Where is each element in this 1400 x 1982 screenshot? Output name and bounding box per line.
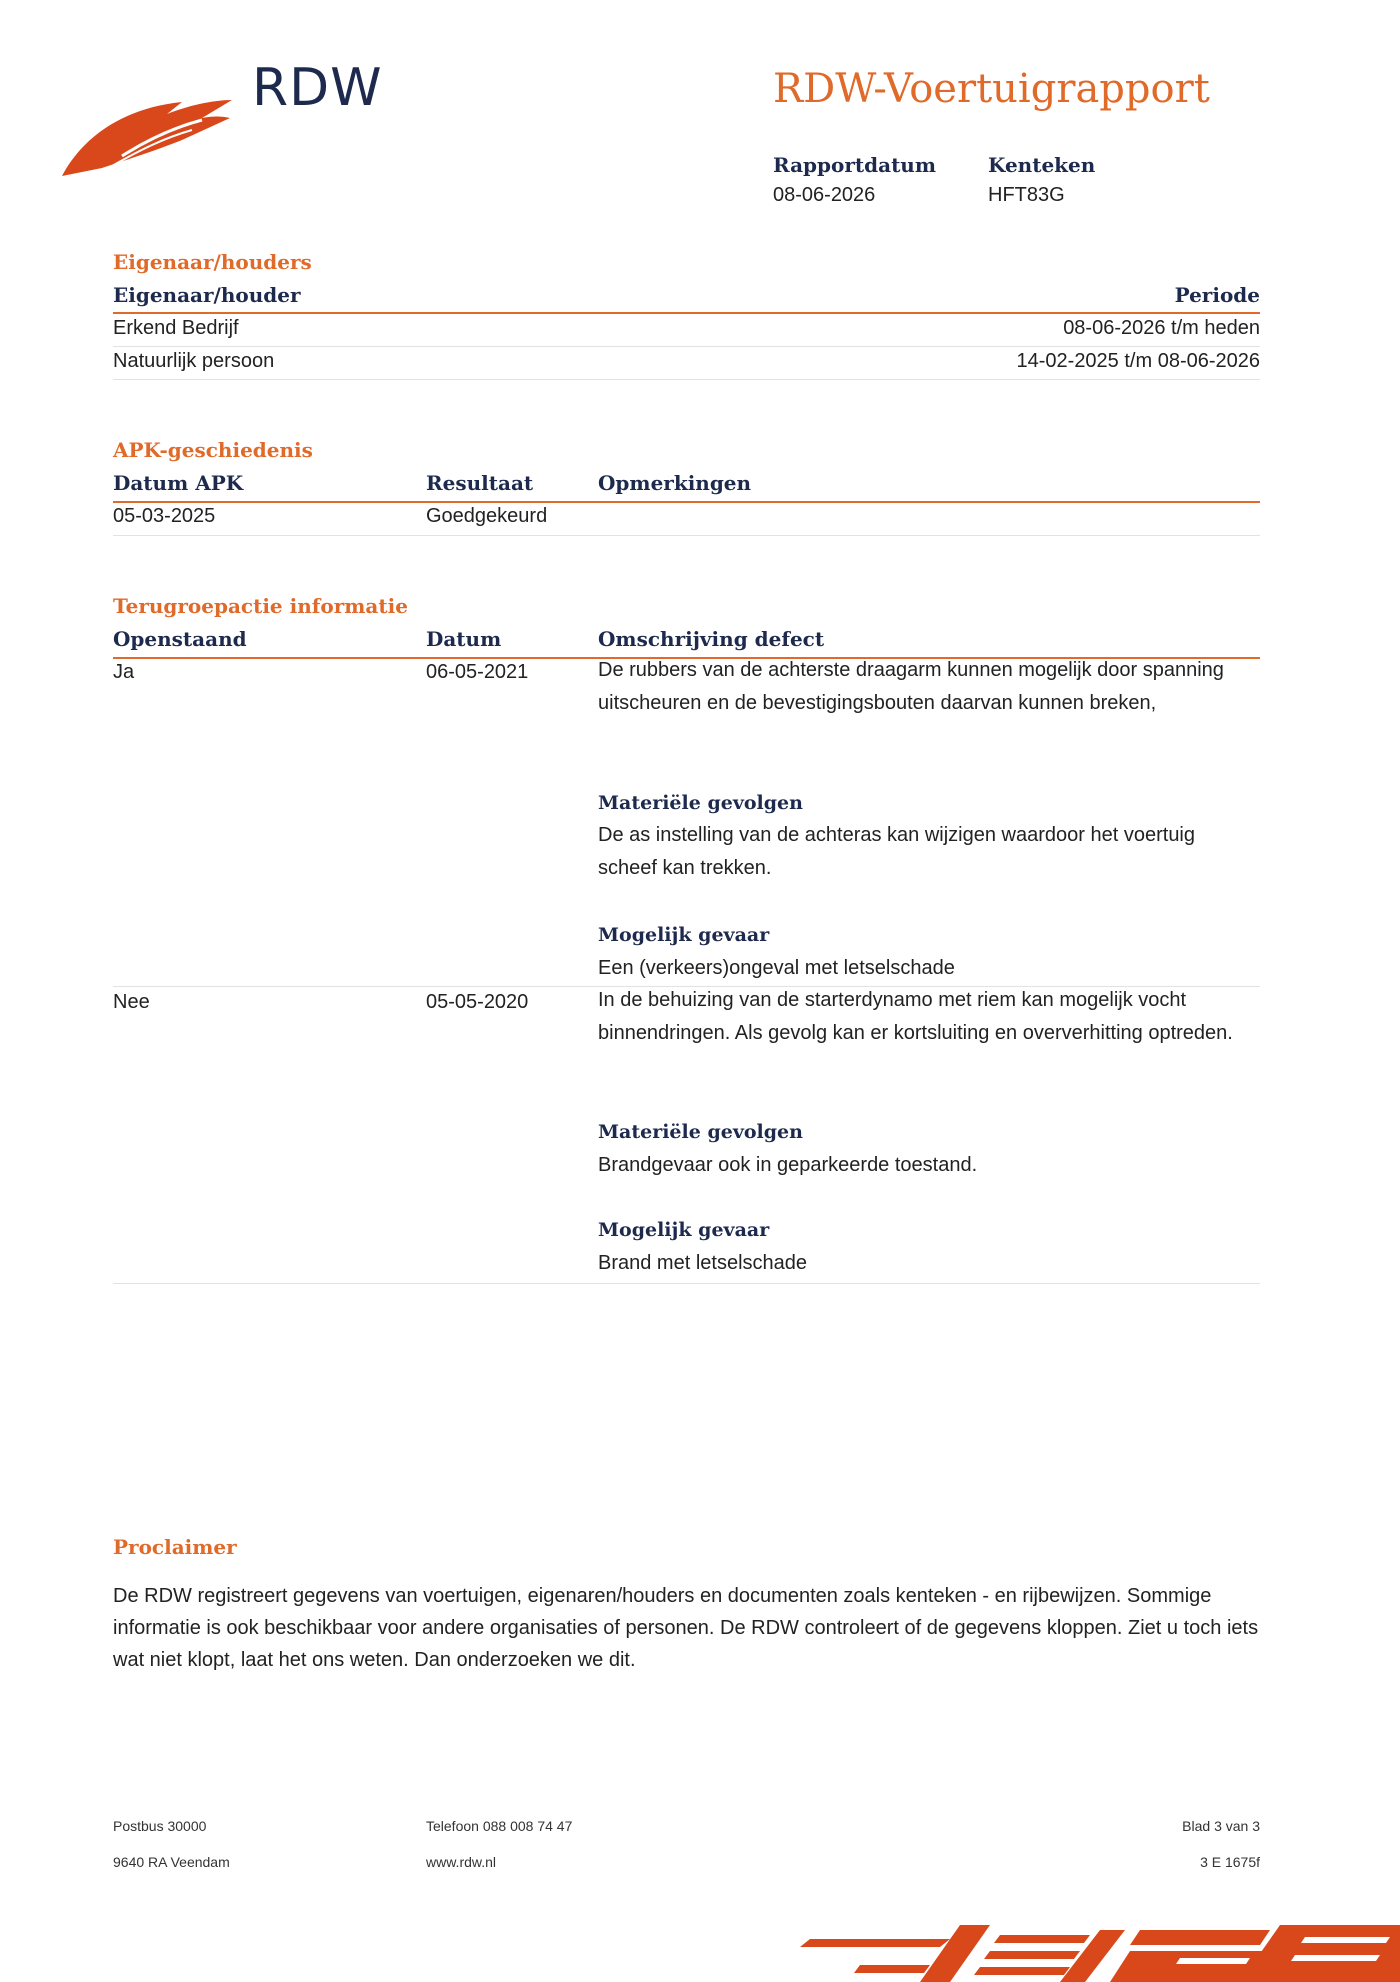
col-omschrijving-defect: Omschrijving defect — [598, 627, 825, 651]
logo-text: RDW — [252, 58, 383, 118]
terugroep-row-2-gevaar-label: Mogelijk gevaar — [598, 1219, 770, 1241]
terugroep-row-1-omschrijving: De rubbers van de achterste draagarm kunnen mogelijk door spanning uitscheuren en de bevestigingsbouten daarvan kunnen breken, — [598, 659, 1224, 714]
row-divider — [113, 1283, 1260, 1284]
col-eigenaar-houder: Eigenaar/houder — [113, 283, 301, 307]
apk-row-1-resultaat: Goedgekeurd — [426, 505, 548, 527]
eigenaar-header-rule — [113, 312, 1260, 314]
footer-website[interactable]: www.rdw.nl — [426, 1854, 497, 1870]
proclaimer-text: De RDW registreert gegevens van voertuigen, eigenaren/houders en documenten zoals kenteken - en rijbewijzen. Sommige informatie is ook beschikbaar voor andere organisaties of personen. De RDW controleert of de gegevens kloppen. Ziet u toch iets wat niet klopt, laat het ons weten. Dan onderzoeken we dit. — [113, 1585, 1259, 1671]
col-datum: Datum — [426, 627, 502, 651]
apk-section-title: APK-geschiedenis — [113, 438, 313, 462]
apk-header-rule — [113, 501, 1260, 503]
terugroep-row-1-gevolgen: De as instelling van de achteras kan wijzigen waardoor het voertuig scheef kan trekken. — [598, 824, 1196, 879]
terugroep-row-2-datum: 05-05-2020 — [426, 991, 529, 1013]
terugroep-section-title: Terugroepactie informatie — [113, 594, 408, 618]
row-divider — [113, 346, 1260, 347]
footer-postbus: Postbus 30000 — [113, 1818, 207, 1834]
eigenaar-row-1-owner: Erkend Bedrijf — [113, 317, 239, 339]
eigenaar-row-2-owner: Natuurlijk persoon — [113, 350, 275, 372]
terugroep-row-2-gevolgen: Brandgevaar ook in geparkeerde toestand. — [598, 1154, 978, 1176]
eigenaar-row-2-period: 14-02-2025 t/m 08-06-2026 — [1016, 350, 1260, 372]
col-resultaat: Resultaat — [426, 471, 534, 495]
col-openstaand: Openstaand — [113, 627, 247, 651]
proclaimer-title: Proclaimer — [113, 1535, 237, 1559]
eigenaar-row-1-period: 08-06-2026 t/m heden — [1063, 317, 1260, 339]
footer-page-number: Blad 3 van 3 — [1182, 1818, 1260, 1834]
report-title: RDW-Voertuigrapport — [773, 66, 1210, 112]
rapportdatum-label: Rapportdatum — [773, 153, 937, 177]
footer-address: 9640 RA Veendam — [113, 1854, 230, 1870]
terugroep-row-1-gevolgen-label: Materiële gevolgen — [598, 792, 803, 814]
terugroep-row-1-gevaar: Een (verkeers)ongeval met letselschade — [598, 957, 955, 979]
rdw-logo-icon — [62, 88, 232, 183]
terugroep-row-2-gevaar: Brand met letselschade — [598, 1252, 808, 1274]
col-datum-apk: Datum APK — [113, 471, 244, 495]
col-opmerkingen: Opmerkingen — [598, 471, 752, 495]
row-divider — [113, 535, 1260, 536]
terugroep-row-2-omschrijving: In de behuizing van de starterdynamo met riem kan mogelijk vocht binnendringen. Als gevolg kan er kortsluiting en oververhitting optreden. — [598, 989, 1233, 1044]
terugroep-row-2-gevolgen-label: Materiële gevolgen — [598, 1121, 803, 1143]
decorative-stripes-icon — [800, 1925, 1400, 1982]
eigenaar-section-title: Eigenaar/houders — [113, 250, 312, 274]
rapportdatum-value: 08-06-2026 — [773, 184, 876, 206]
col-periode: Periode — [1174, 283, 1260, 307]
apk-row-1-datum: 05-03-2025 — [113, 505, 216, 527]
kenteken-label: Kenteken — [988, 153, 1096, 177]
kenteken-value: HFT83G — [988, 184, 1065, 206]
terugroep-row-1-datum: 06-05-2021 — [426, 661, 529, 683]
terugroep-row-1-openstaand: Ja — [113, 661, 135, 683]
terugroep-row-1-gevaar-label: Mogelijk gevaar — [598, 924, 770, 946]
row-divider — [113, 379, 1260, 380]
footer-telefoon: Telefoon 088 008 74 47 — [426, 1818, 573, 1834]
terugroep-row-2-openstaand: Nee — [113, 991, 150, 1013]
footer-code: 3 E 1675f — [1200, 1854, 1260, 1870]
